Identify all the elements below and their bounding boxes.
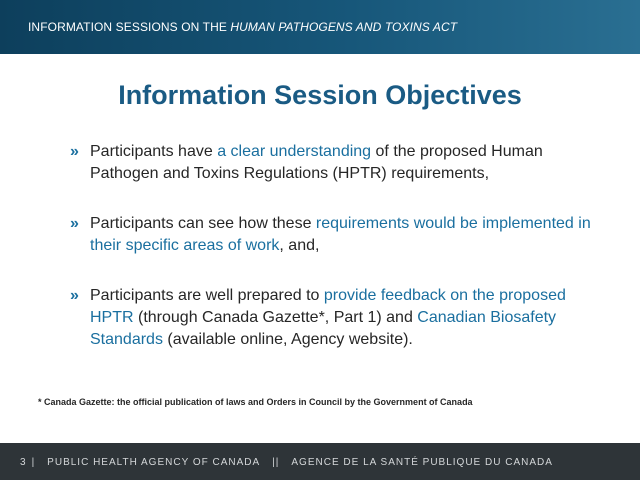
footnote: * Canada Gazette: the official publication of laws and Orders in Council by the Government of Canada bbox=[38, 397, 473, 407]
objective-text: Participants are well prepared to provide feedback on the proposed HPTR (through Canada Gazette*, Part 1) and Canadian Biosafety Standards (available online, Agency website). bbox=[90, 287, 566, 348]
footer-bar bbox=[0, 443, 640, 480]
bullet-marker-icon: » bbox=[70, 143, 79, 160]
bullet-marker-icon: » bbox=[70, 215, 79, 232]
page-number: 3 bbox=[20, 457, 26, 468]
agency-name-fr: AGENCE DE LA SANTÉ PUBLIQUE DU CANADA bbox=[291, 457, 553, 468]
header-title: INFORMATION SESSIONS ON THE HUMAN PATHOGENS AND TOXINS ACT bbox=[28, 20, 458, 34]
footer-agency-text: 3 | PUBLIC HEALTH AGENCY OF CANADA || AGENCE DE LA SANTÉ PUBLIQUE DU CANADA bbox=[20, 457, 553, 468]
objective-text: Participants have a clear understanding of the proposed Human Pathogen and Toxins Regulations (HPTR) requirements, bbox=[90, 143, 543, 182]
slide-title: Information Session Objectives bbox=[118, 80, 522, 110]
bullet-marker-icon: » bbox=[70, 287, 79, 304]
objective-text: Participants can see how these requirements would be implemented in their specific areas of work, and, bbox=[90, 215, 591, 254]
header-banner bbox=[0, 0, 640, 54]
agency-name-en: PUBLIC HEALTH AGENCY OF CANADA bbox=[47, 457, 261, 468]
